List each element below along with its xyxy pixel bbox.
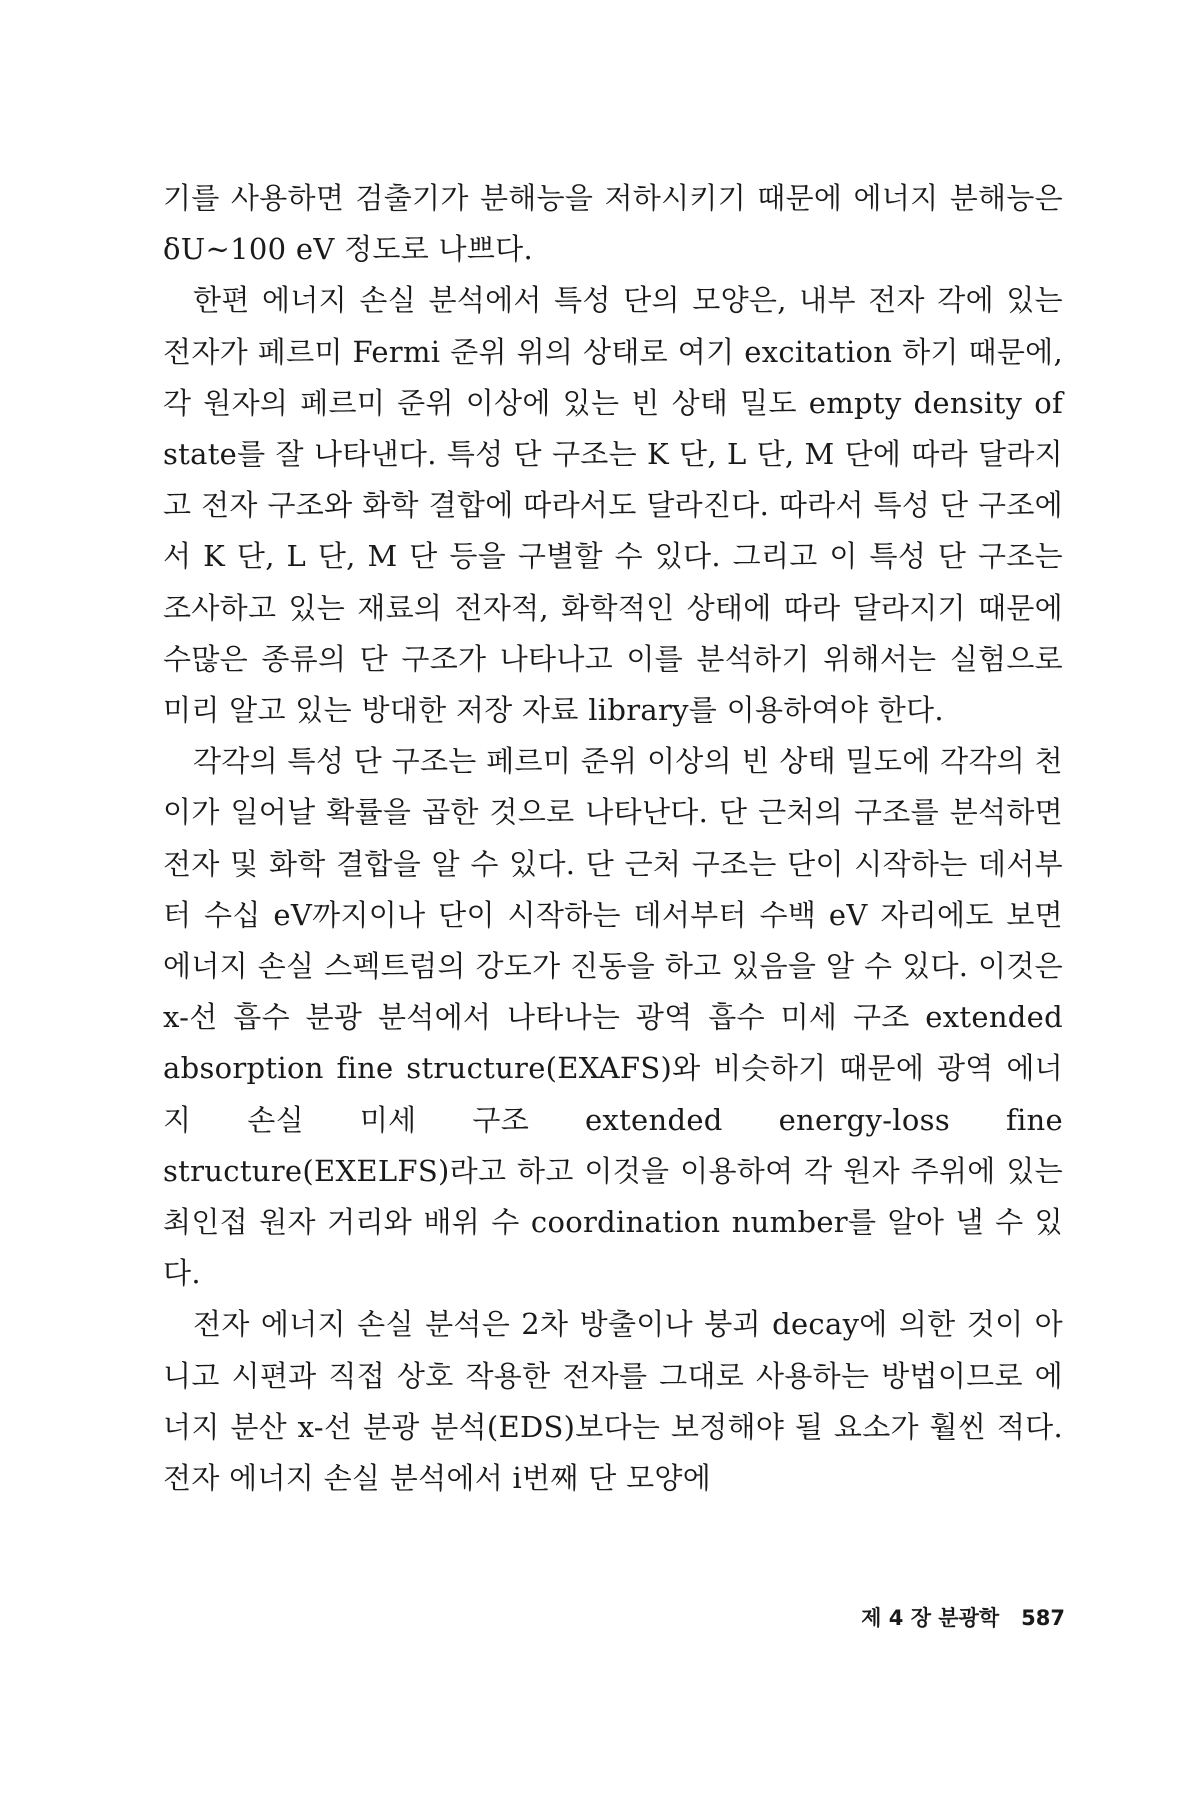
paragraph-3: 각각의 특성 단 구조는 페르미 준위 이상의 빈 상태 밀도에 각각의 천이가 일어날 확률을 곱한 것으로 나타난다. 단 근처의 구조를 분석하면 전자 및 화학 결합을 알 수 있다. 단 근처 구조는 단이 시작하는 데서부터 수십 eV까지이나 단이 시작하는 데서부터 수백 eV 자리에도 보면 에너지 손실 스펙트럼의 강도가 진동을 하고 있음을 알 수 있다. 이것은 x-선 흡수 분광 분석에서 나타나는 광역 흡수 미세 구조 extended absorption fine structure(EXAFS)와 비슷하기 때문에 광역 에너지 손실 미세 구조 extended energy-loss fine structure(EXELFS)라고 하고 이것을 이용하여 각 원자 주위에 있는 최인접 원자 거리와 배위 수 coordination number를 알아 낼 수 있다. — [163, 744, 1063, 1291]
paragraph-1: 기를 사용하면 검출기가 분해능을 저하시키기 때문에 에너지 분해능은 δU∼100 eV 정도로 나쁘다. — [163, 181, 1063, 267]
paragraph-2: 한편 에너지 손실 분석에서 특성 단의 모양은, 내부 전자 각에 있는 전자가 페르미 Fermi 준위 위의 상태로 여기 excitation 하기 때문에, 각 원자의 페르미 준위 이상에 있는 빈 상태 밀도 empty density of state를 잘 나타낸다. 특성 단 구조는 K 단, L 단, M 단에 따라 달라지고 전자 구조와 화학 결합에 따라서도 달라진다. 따라서 특성 단 구조에서 K 단, L 단, M 단 등을 구별할 수 있다. 그리고 이 특성 단 구조는 조사하고 있는 재료의 전자적, 화학적인 상태에 따라 달라지기 때문에 수많은 종류의 단 구조가 나타나고 이를 분석하기 위해서는 실험으로 미리 알고 있는 방대한 저장 자료 library를 이용하여야 한다. — [163, 283, 1063, 728]
paragraph-4: 전자 에너지 손실 분석은 2차 방출이나 붕괴 decay에 의한 것이 아니고 시편과 직접 상호 작용한 전자를 그대로 사용하는 방법이므로 에너지 분산 x-선 분광 분석(EDS)보다는 보정해야 될 요소가 훨씬 적다. 전자 에너지 손실 분석에서 i번째 단 모양에 — [163, 1307, 1063, 1496]
page-number: 587 — [1021, 1606, 1065, 1630]
page-footer — [800, 1603, 1065, 1633]
chapter-label: 제 4 장 분광학 — [861, 1606, 1000, 1630]
body-text — [163, 173, 1063, 1504]
